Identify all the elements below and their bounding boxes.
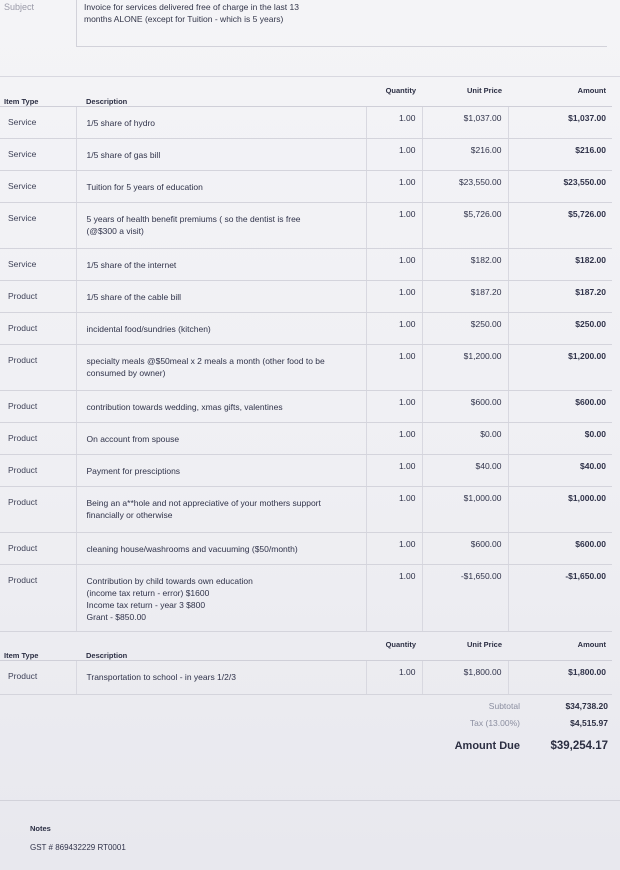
item-type-cell: Product: [0, 391, 76, 423]
unit-price-cell: $1,037.00: [422, 107, 508, 139]
line-items-table: [0, 80, 612, 632]
quantity-cell: 1.00: [366, 139, 422, 171]
quantity-cell: 1.00: [366, 107, 422, 139]
table-row: [0, 313, 612, 345]
table-row: [0, 171, 612, 203]
amount-due-value: $39,254.17: [550, 740, 608, 752]
amount-cell: $1,037.00: [508, 107, 612, 139]
amount-cell: $182.00: [508, 249, 612, 281]
item-type-cell: Service: [0, 249, 76, 281]
item-type-cell: Service: [0, 203, 76, 249]
amount-cell: $216.00: [508, 139, 612, 171]
unit-price-cell: $1,000.00: [422, 487, 508, 533]
description-cell: [76, 203, 366, 249]
description-cell: [76, 139, 366, 171]
subtotal-value: $34,738.20: [565, 700, 608, 711]
amount-cell: $1,800.00: [508, 661, 612, 695]
divider: [0, 76, 620, 77]
totals-block: [380, 697, 608, 731]
description-line: 5 years of health benefit premiums ( so the dentist is free: [86, 214, 301, 224]
table-header-row: [0, 80, 612, 107]
unit-price-cell: $1,200.00: [422, 345, 508, 391]
amount-cell: $0.00: [508, 423, 612, 455]
quantity-cell: 1.00: [366, 533, 422, 565]
tax-value: $4,515.97: [570, 717, 608, 728]
description-cell: [76, 391, 366, 423]
table-row: [0, 203, 612, 249]
description-cell: [76, 455, 366, 487]
unit-price-cell: $187.20: [422, 281, 508, 313]
description-line: 1/5 share of gas bill: [86, 150, 161, 160]
description-line: Income tax return - year 3 $800: [86, 600, 206, 610]
amount-cell: -$1,650.00: [508, 565, 612, 632]
description-cell: [76, 533, 366, 565]
header-description: Description: [76, 80, 366, 107]
gst-number: GST # 869432229 RT0001: [30, 843, 126, 852]
description-cell: [76, 107, 366, 139]
amount-cell: $250.00: [508, 313, 612, 345]
subject-text: Invoice for services delivered free of charge in the last 13 months ALONE (except for Tuition - which is 5 years): [84, 2, 299, 24]
unit-price-cell: $182.00: [422, 249, 508, 281]
quantity-cell: 1.00: [366, 203, 422, 249]
unit-price-cell: -$1,650.00: [422, 565, 508, 632]
amount-cell: $1,000.00: [508, 487, 612, 533]
header-amount: Amount: [508, 80, 612, 107]
unit-price-cell: $5,726.00: [422, 203, 508, 249]
table-row: [0, 533, 612, 565]
table-row: [0, 249, 612, 281]
item-type-cell: Service: [0, 107, 76, 139]
amount-cell: $5,726.00: [508, 203, 612, 249]
amount-cell: $40.00: [508, 455, 612, 487]
amount-cell: $23,550.00: [508, 171, 612, 203]
quantity-cell: 1.00: [366, 391, 422, 423]
item-type-cell: Product: [0, 423, 76, 455]
table-row: [0, 487, 612, 533]
item-type-cell: Product: [0, 455, 76, 487]
amount-due-label: Amount Due: [454, 740, 520, 752]
subtotal-label: Subtotal: [488, 700, 520, 711]
description-line: Transportation to school - in years 1/2/3: [86, 672, 236, 682]
unit-price-cell: $23,550.00: [422, 171, 508, 203]
notes-label: Notes: [30, 824, 51, 833]
quantity-cell: 1.00: [366, 313, 422, 345]
header-unit-price: Unit Price: [422, 80, 508, 107]
quantity-cell: 1.00: [366, 171, 422, 203]
tax-label: Tax (13.00%): [469, 717, 520, 728]
quantity-cell: 1.00: [366, 487, 422, 533]
unit-price-cell: $1,800.00: [422, 661, 508, 695]
item-type-cell: Product: [0, 281, 76, 313]
subtotal-row: [380, 697, 608, 714]
description-cell: [76, 565, 366, 632]
unit-price-cell: $250.00: [422, 313, 508, 345]
item-type-cell: Product: [0, 487, 76, 533]
quantity-cell: 1.00: [366, 423, 422, 455]
description-line: 1/5 share of hydro: [86, 118, 156, 128]
description-cell: [76, 345, 366, 391]
item-type-cell: Product: [0, 565, 76, 632]
table-row: [0, 345, 612, 391]
unit-price-cell: $600.00: [422, 533, 508, 565]
amount-cell: $1,200.00: [508, 345, 612, 391]
description-line: cleaning house/washrooms and vacuuming ($50/month): [86, 544, 298, 554]
description-cell: [76, 313, 366, 345]
item-type-cell: Product: [0, 345, 76, 391]
amount-cell: $187.20: [508, 281, 612, 313]
description-line: financially or otherwise: [86, 510, 173, 520]
quantity-cell: 1.00: [366, 455, 422, 487]
description-cell: [76, 171, 366, 203]
subject-label: Subject: [4, 2, 35, 12]
description-line: On account from spouse: [86, 434, 180, 444]
header-quantity: Quantity: [366, 634, 422, 661]
description-line: Grant - $850.00: [86, 612, 147, 622]
description-line: incidental food/sundries (kitchen): [86, 324, 211, 334]
description-line: Payment for presciptions: [86, 466, 181, 476]
unit-price-cell: $40.00: [422, 455, 508, 487]
quantity-cell: 1.00: [366, 249, 422, 281]
description-cell: [76, 487, 366, 533]
header-item-type: Item Type: [0, 634, 76, 661]
header-item-type: Item Type: [0, 80, 76, 107]
header-amount: Amount: [508, 634, 612, 661]
amount-cell: $600.00: [508, 391, 612, 423]
table-row: [0, 391, 612, 423]
description-line: 1/5 share of the cable bill: [86, 292, 182, 302]
amount-due-row: [380, 740, 608, 752]
description-line: (@$300 a visit): [86, 226, 144, 236]
description-cell: [76, 423, 366, 455]
item-type-cell: Service: [0, 139, 76, 171]
table-row: [0, 565, 612, 632]
table-row: [0, 281, 612, 313]
table-row: [0, 423, 612, 455]
description-line: consumed by owner): [86, 368, 166, 378]
unit-price-cell: $600.00: [422, 391, 508, 423]
description-cell: [76, 281, 366, 313]
description-line: specialty meals @$50meal x 2 meals a month (other food to be: [86, 356, 325, 366]
tax-row: [380, 714, 608, 731]
quantity-cell: 1.00: [366, 281, 422, 313]
description-line: Contribution by child towards own education: [86, 576, 253, 586]
header-description: Description: [76, 634, 366, 661]
divider: [0, 800, 620, 801]
description-line: 1/5 share of the internet: [86, 260, 177, 270]
item-type-cell: Product: [0, 533, 76, 565]
table-row: [0, 139, 612, 171]
header-unit-price: Unit Price: [422, 634, 508, 661]
amount-cell: $600.00: [508, 533, 612, 565]
description-line: contribution towards wedding, xmas gifts, valentines: [86, 402, 283, 412]
unit-price-cell: $216.00: [422, 139, 508, 171]
quantity-cell: 1.00: [366, 345, 422, 391]
quantity-cell: 1.00: [366, 565, 422, 632]
item-type-cell: Product: [0, 313, 76, 345]
item-type-cell: Product: [0, 661, 76, 695]
description-cell: [76, 249, 366, 281]
quantity-cell: 1.00: [366, 661, 422, 695]
description-cell: [76, 661, 366, 695]
table-row: [0, 455, 612, 487]
transport-items-table: [0, 634, 612, 695]
unit-price-cell: $0.00: [422, 423, 508, 455]
description-line: (income tax return - error) $1600: [86, 588, 210, 598]
description-line: Being an a**hole and not appreciative of your mothers support: [86, 498, 321, 508]
table-row: [0, 661, 612, 695]
table-header-row: [0, 634, 612, 661]
table-row: [0, 107, 612, 139]
description-line: Tuition for 5 years of education: [86, 182, 203, 192]
header-quantity: Quantity: [366, 80, 422, 107]
item-type-cell: Service: [0, 171, 76, 203]
